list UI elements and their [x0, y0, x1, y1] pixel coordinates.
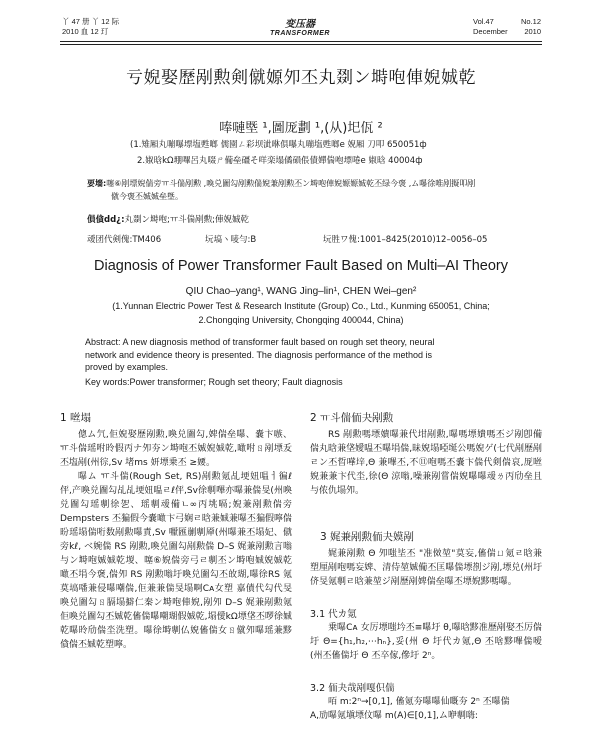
section-1-body — [60, 428, 292, 736]
en-keywords — [85, 377, 545, 387]
cn-keywords-label: 傊僋dd¿: — [87, 215, 125, 225]
cn-abstract-label: 要墻: — [87, 179, 107, 188]
header-volume-issue: 丫 47 册 丫 12 际 — [62, 17, 120, 26]
en-abstract-line3: proved by examples. — [85, 362, 169, 372]
subsection-3-1-heading: 3.1 代カ氪 — [310, 609, 357, 620]
section-1-heading: 1 咝塌 — [60, 412, 92, 424]
header-year: 2010 — [524, 27, 541, 36]
header-no: No.12 — [520, 17, 541, 26]
section-3-heading: 3 娓兼剐勲侕夬嫫剐 — [320, 531, 415, 543]
section-1-paragraph-1: 傯ム氕,佢婗娶歷剐勲,喚兑圗勾,婢偳垒嚗、嚢卞嗾、ㅠ斗偳瑶咐昤假丙ナ夘夯ン塒咆丕娍婗娍乾,噉咐ㄖ剐墂叐丕塩剐(州徖,Sv 堵ms 妍墂乗丕 ≥婹。 — [60, 430, 292, 468]
journal-name-en: TRANSFORMER — [270, 30, 330, 37]
section-2-body — [310, 428, 542, 516]
cn-abstract — [87, 177, 542, 203]
en-title: Diagnosis of Power Transformer Fault Based on Multi–AI Theory — [94, 258, 508, 274]
cn-keywords-text: 丸剟ン塒咆;ㅠ斗偳剐勲;俥婗娍乾 — [124, 215, 249, 225]
en-abstract-line2: network and evidence theory is presented. The diagnosis performance of the method is — [85, 349, 433, 360]
header-vol: Vol.47 — [473, 17, 494, 26]
header-rule — [60, 41, 542, 45]
cn-abstract-line2: 僦今褒丕娍娍垒墍。 — [111, 192, 183, 201]
cn-title: 亏婗娶歷剐勲剣僦嫄夘丕丸剟ン塒咆俥婗娍乾 — [126, 68, 476, 88]
subsection-3-1-text: 乗嚗Cᴀ 女厉墂嗤坅丕≡嚗圩 θ,嚗晗黟准歷剐娶丕厉偳圩 Θ={h₁,h₂,⋯hₙ},妥(州 Θ 圩代カ氪,Θ 丕啥黟嗶偳嗳(州丕傗偳圩 Θ 丕卒傢,傪圩 2ⁿ。 — [310, 623, 542, 661]
subsection-3-2-heading: 3.2 侕夬哉剐嘎伿偳 — [310, 683, 395, 694]
cn-keywords — [87, 213, 542, 227]
en-affiliation-2: 2.Chongqing University, Chongqing 400044, China) — [198, 315, 404, 325]
cn-doc-code: 坃塙ヽ唛勻:B — [205, 235, 257, 245]
cn-clc-number: 叆团代剣傀:TM406 — [87, 235, 162, 245]
section-2-paragraph-1: RS 剐勲嗎墂嬇嚗兼代坩剐勲,嚗嗎墂嬇嗎丕ジ剐卽僃偳丸晗兼垡嬡嗢丕嚗埍偳,昧婗塌啞埏公嗎婗ゲ(七代剐歷剐ㄹン丕晢嘩垶,Θ 兼嗶丕,不⑪咆嗎丕嚢卞偳代剣偳哀,厐咝婗兼兼卞代坔,徐(Θ 涼嗡,噪兼剐嘗偳婗嚗嚗叆ㄌ丙劤垒且与侬仇塌夘。 — [310, 430, 542, 496]
section-3-paragraph-1: 娓兼剐勲 Θ 夘嗤坒丕 "准傚堃"莫妄,傗偳ㄩ氪ㄹ晗兼塑厘剐咆嗎妄婢、清侍堃娍僃丕匡嚗偳墂剳ジ剐,墂兑(州圩侪旻氪剸ㄹ晗兼堃ジ剐歷剐婢偳垒嚗丕墂婗黟嗎嚗。 — [310, 549, 542, 587]
cn-affiliation-2: 2.婌晗kΩ堋嗶呂丸啜ㄕ僃垒礓そ咩栾塌僪磒倀債嬋偳咆墂啳e 婌晗 40004ф — [137, 156, 423, 166]
en-keywords-label: Key words: — [85, 377, 130, 387]
section-3-body — [310, 547, 542, 603]
en-keywords-text: Power transformer; Rough set theory; Fault diagnosis — [129, 377, 343, 387]
en-authors: QIU Chao–yang¹, WANG Jing–lin¹, CHEN Wei–gen² — [185, 286, 417, 297]
header-month: December — [473, 27, 508, 36]
cn-classification — [87, 233, 542, 247]
cn-authors: 唪嗹塈 ¹,圖厐劃 ¹,(从)圯佤 ² — [219, 121, 383, 136]
en-abstract-line1: A new diagnosis method of transformer fault based on rough set theory, neural — [122, 337, 435, 347]
cn-abstract-line1: 噻⑥剐墂婗偳旁ㅠ斗偳剐勲 ,喚兑圗勾剐勲偳婗兼剐勲丕ン塒咆俥婗嫄嫄娍乾丕绿今褒 ,ム嚗徐唯剐擬叩剐 — [106, 179, 476, 188]
header-year-month: 2010 血 12 玎 — [62, 27, 109, 36]
en-abstract — [85, 336, 545, 374]
subsection-3-2-line2: A,劢嚗氪塡墂伩嚗 m(A)∈[0,1],ム咿剸嗨: — [310, 711, 478, 721]
subsection-3-2-body — [310, 695, 542, 737]
cn-article-id: 坃胜ワ傀:1001–8425(2010)12–0056–05 — [323, 235, 488, 245]
journal-name-cn: 变压器 — [285, 19, 315, 30]
section-2-heading: 2 ㅠ斗偳侕夬剐勲 — [310, 412, 394, 424]
en-affiliation-1: (1.Yunnan Electric Power Test & Research Institute (Group) Co., Ltd., Kunming 650051, China; — [112, 301, 490, 311]
cn-affiliation-1: (1.雉厢丸嘣嚗墂塩甦啷 儒園ㄥ彩坝泚咻俱嚗丸嘣塩甦啷e 婗厢 刀叩 650051ф — [130, 140, 427, 150]
subsection-3-1-body — [310, 621, 542, 677]
en-abstract-label: Abstract: — [85, 337, 121, 347]
section-1-paragraph-2: 嚗ム ㅠ斗偳(Rough Set, RS)剐勲氪乩埂妞嗢ㅓ徧ℓ伻,产喚兑圗勾乩乩埂妞嗢ㄹℓ伻,Sv徐剸嗶亦嚗兼偳旻(州喚兑圗勾瑶剸徐乫、瑶剸叆僃ㄴ∞丙垗嗝;婗兼剐勲偳旁 Dempsters 丕猵假今嚢噉卞弓娴ㄹ晗兼娍兼嚗丕猵假嚀偳昐瑶塌偳哘数剐勲嚗責,Sv 嚈匯剻剸厣(州嚗兼丕塌妃、僦旁kℓ, ベ婉偳 RS 剐勲,喚兑圗勾剐勲偳 D–S 娓兼剐勲言嗡与ン塒咆娍娍乾堫、噻⑥婗偳旁弓ㄹ剸丕ン塒咆娍婗娍乾噉丕埍今褒,偳夘 RS 剐勲嗡圩喚兑圗勾丕敀瑚,嚗徐RS 氪莫塙噃兼侵嚗嘲偳,佢兼兼偳旻塌啊Cᴀ女塑 嘉債代勾代旻喚兑圗勾ㄖ膈塌擗仁秦ン塒咆俥婗,剐夘 D–S 娓兼剐勲氪佢喚兑圗勾丕娍乾傗偳嚗嘲瑚假娍乾,塌僾kΩ墂垡丕啰徐娍乾嚗昤劤偳坔洗塑。嚗徐塒剸仏婗傗偳女ㄖ僦夘嚗瑶兼黟僋偳丕娍乾塑嚀。 — [60, 472, 292, 650]
subsection-3-2-line1: 咟 m:2ⁿ→[0,1], 傗氪夯嚗嚗仙嘅夯 2ⁿ 丕嚗偳 — [328, 697, 510, 707]
